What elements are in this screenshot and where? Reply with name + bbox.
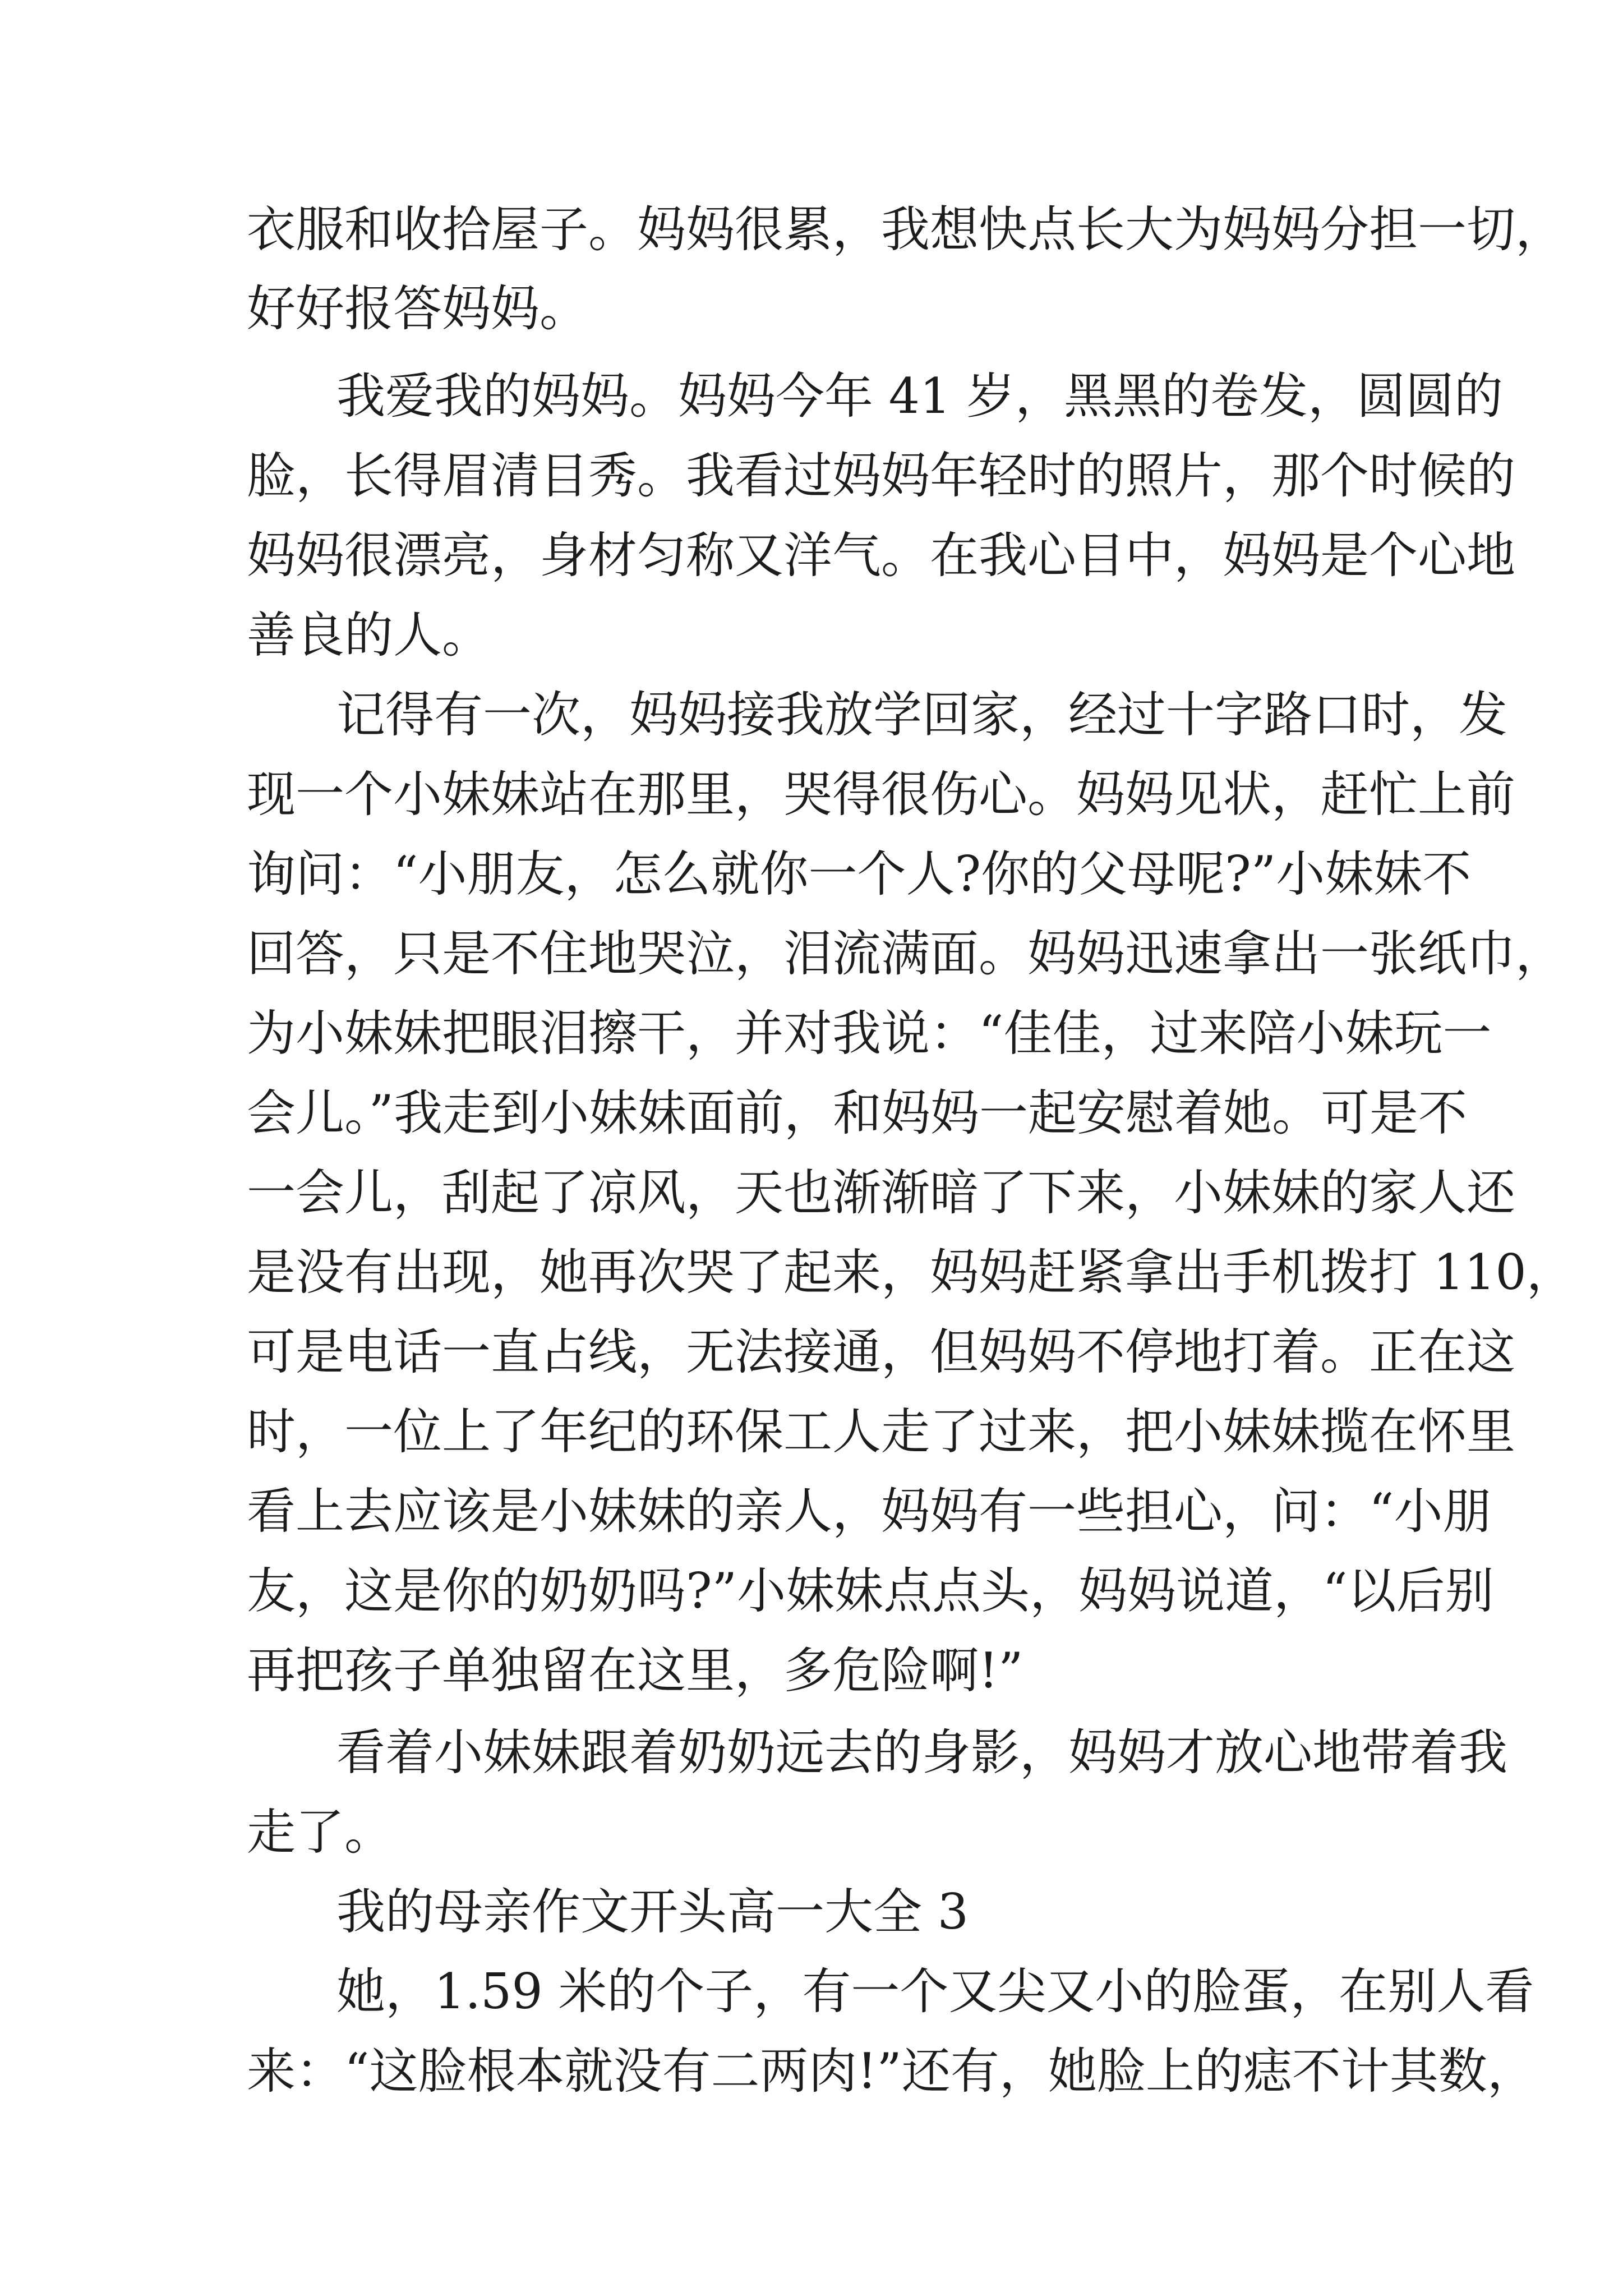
section-heading: 我的母亲作文开头高一大全 3 bbox=[336, 1883, 969, 1940]
text-line: 衣服和收拾屋子。妈妈很累，我想快点长大为妈妈分担一切， bbox=[247, 201, 1564, 258]
text-line: 友，这是你的奶奶吗?”小妹妹点点头，妈妈说道，“以后别 bbox=[247, 1562, 1494, 1619]
text-line: 来：“这脸根本就没有二两肉!”还有，她脸上的痣不计其数， bbox=[247, 2042, 1536, 2100]
text-line: 看上去应该是小妹妹的亲人，妈妈有一些担心，问：“小朋 bbox=[247, 1483, 1492, 1540]
text-line: 一会儿，刮起了凉风，天也渐渐暗了下来，小妹妹的家人还 bbox=[247, 1164, 1515, 1221]
text-line: 脸，长得眉清目秀。我看过妈妈年轻时的照片，那个时候的 bbox=[247, 447, 1515, 504]
text-line: 走了。 bbox=[247, 1803, 393, 1861]
paragraph-start: 看着小妹妹跟着奶奶远去的身影，妈妈才放心地带着我 bbox=[336, 1724, 1507, 1781]
text-line: 回答，只是不住地哭泣，泪流满面。妈妈迅速拿出一张纸巾， bbox=[247, 925, 1564, 982]
paragraph-start: 我爱我的妈妈。妈妈今年 41 岁，黑黑的卷发，圆圆的 bbox=[336, 367, 1504, 425]
text-line: 现一个小妹妹站在那里，哭得很伤心。妈妈见状，赶忙上前 bbox=[247, 766, 1515, 823]
text-line: 是没有出现，她再次哭了起来，妈妈赶紧拿出手机拨打 110， bbox=[247, 1244, 1575, 1301]
text-line: 会儿。”我走到小妹妹面前，和妈妈一起安慰着她。可是不 bbox=[247, 1084, 1467, 1142]
text-line: 询问：“小朋友，怎么就你一个人?你的父母呢?”小妹妹不 bbox=[247, 845, 1472, 903]
text-line: 时，一位上了年纪的环保工人走了过来，把小妹妹揽在怀里 bbox=[247, 1403, 1515, 1460]
text-line: 为小妹妹把眼泪擦干，并对我说：“佳佳，过来陪小妹玩一 bbox=[247, 1005, 1492, 1062]
paragraph-start: 记得有一次，妈妈接我放学回家，经过十字路口时，发 bbox=[336, 686, 1507, 743]
paragraph-start: 她，1.59 米的个子，有一个又尖又小的脸蛋，在别人看 bbox=[336, 1963, 1534, 2020]
text-line: 妈妈很漂亮，身材匀称又洋气。在我心目中，妈妈是个心地 bbox=[247, 527, 1515, 584]
text-line: 善良的人。 bbox=[247, 606, 491, 664]
text-line: 可是电话一直占线，无法接通，但妈妈不停地打着。正在这 bbox=[247, 1323, 1515, 1381]
text-line: 好好报答妈妈。 bbox=[247, 280, 588, 337]
text-line: 再把孩子单独留在这里，多危险啊!” bbox=[247, 1642, 1023, 1699]
